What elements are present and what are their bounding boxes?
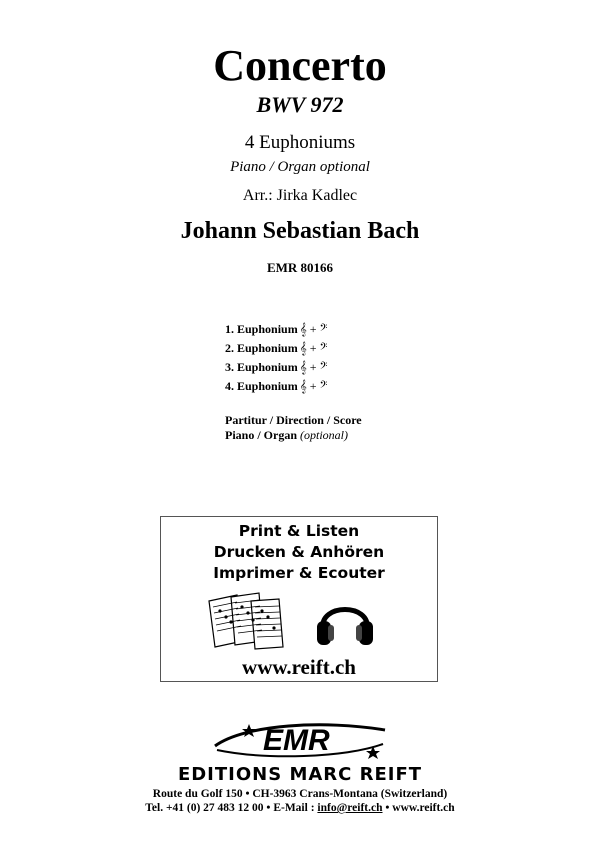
- address: Route du Golf 150 • CH-3963 Crans-Montana (Switzerland): [152, 788, 448, 800]
- part-label: 1. Euphonium: [225, 322, 298, 336]
- piano-label: Piano / Organ: [225, 428, 298, 442]
- catalog-number: EMR 80166: [266, 260, 334, 275]
- instrumentation: 4 Euphoniums: [244, 132, 356, 153]
- instrumentation-optional: Piano / Organ optional: [230, 159, 370, 175]
- part-label: 4. Euphonium: [225, 379, 298, 393]
- arranger: Arr.: Jirka Kadlec: [242, 187, 358, 204]
- publisher-name: EDITIONS MARC REIFT: [177, 764, 423, 785]
- website-link[interactable]: www.reift.ch: [242, 655, 356, 679]
- subtitle: BWV 972: [256, 92, 344, 117]
- parts-list: [225, 320, 327, 396]
- email-link[interactable]: info@reift.ch: [317, 802, 383, 814]
- web-text: • www.reift.ch: [382, 802, 455, 814]
- svg-text:EMR: EMR: [263, 724, 330, 757]
- composer: Johann Sebastian Bach: [180, 218, 420, 244]
- phone-text: Tel. +41 (0) 27 483 12 00 • E-Mail :: [145, 802, 318, 814]
- part-label: 3. Euphonium: [225, 360, 298, 374]
- piano-line: [225, 428, 362, 443]
- promo-line-print: Print & Listen: [238, 522, 360, 540]
- part-item: [225, 377, 327, 396]
- part-label: 2. Euphonium: [225, 341, 298, 355]
- part-item: [225, 339, 327, 358]
- clef-icon: 𝄞 + 𝄢: [299, 360, 328, 374]
- emr-logo: [205, 716, 395, 766]
- clef-icon: 𝄞 + 𝄢: [299, 379, 328, 393]
- contact-line: [0, 801, 600, 815]
- part-item: [225, 358, 327, 377]
- promo-line-drucken: Drucken & Anhören: [213, 543, 385, 561]
- sheet-music-icon: [207, 591, 287, 653]
- clef-icon: 𝄞 + 𝄢: [299, 341, 328, 355]
- clef-icon: 𝄞 + 𝄢: [299, 322, 328, 336]
- headphones-icon: [313, 591, 377, 649]
- extras: [225, 413, 362, 443]
- score-label: Partitur / Direction / Score: [225, 413, 362, 427]
- piano-note: (optional): [300, 428, 349, 442]
- part-item: [225, 320, 327, 339]
- title: Concerto: [213, 41, 387, 90]
- promo-line-imprimer: Imprimer & Ecouter: [213, 564, 385, 582]
- promo-box[interactable]: [160, 516, 438, 682]
